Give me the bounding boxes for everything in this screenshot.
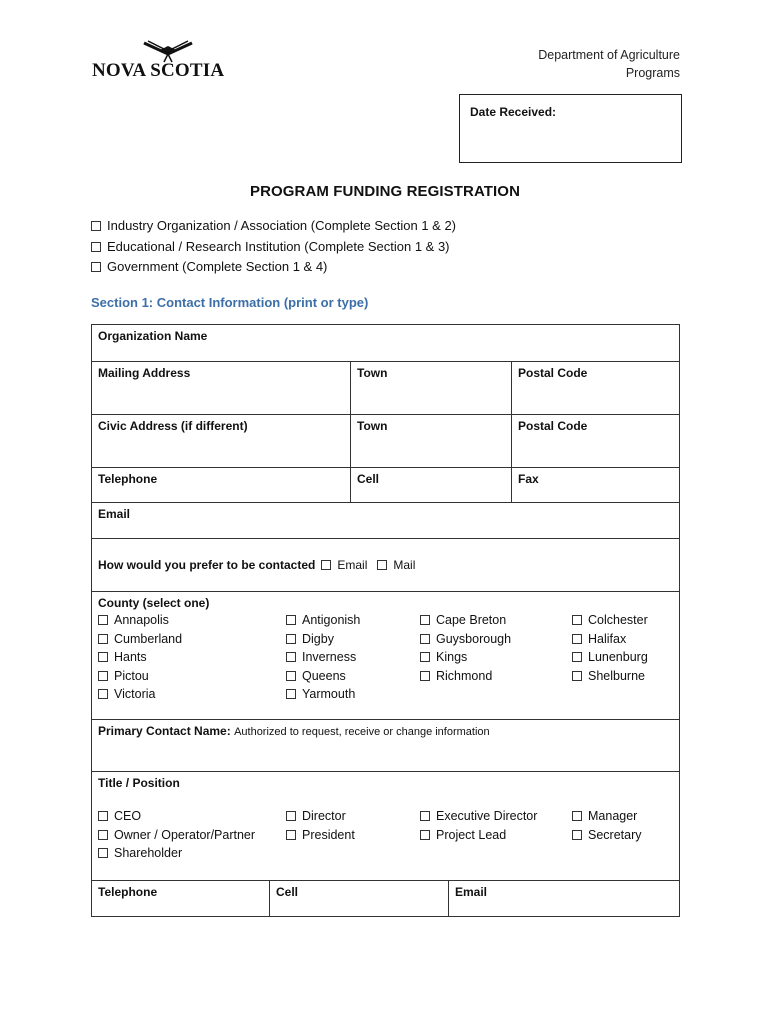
field-label: Postal Code [518, 366, 588, 380]
checkbox-icon[interactable] [98, 615, 108, 625]
county-option[interactable] [98, 611, 286, 630]
mailing-address-field[interactable] [92, 362, 350, 414]
fax-field[interactable] [511, 468, 679, 502]
county-option[interactable] [98, 685, 286, 704]
field-label: Town [357, 419, 388, 433]
checkbox-icon[interactable] [286, 634, 296, 644]
position-option[interactable] [572, 807, 673, 826]
department-subtitle: Programs [625, 66, 680, 80]
page-title: PROGRAM FUNDING REGISTRATION [249, 183, 521, 200]
county-section [92, 592, 679, 719]
position-option[interactable] [286, 807, 420, 826]
checkbox-icon[interactable] [286, 830, 296, 840]
org-type-label: Government (Complete Section 1 & 4) [107, 259, 328, 274]
checkbox-icon[interactable] [420, 634, 430, 644]
field-label: Mailing Address [98, 366, 191, 380]
contact-telephone-field[interactable] [92, 881, 269, 916]
county-options [98, 611, 673, 704]
date-received-box[interactable] [459, 94, 682, 163]
option-label: Mail [393, 558, 416, 572]
contact-pref-email[interactable] [321, 558, 367, 572]
org-type-government[interactable] [91, 257, 456, 278]
checkbox-icon[interactable] [98, 811, 108, 821]
county-name: Hants [114, 650, 147, 664]
position-name: Shareholder [114, 846, 183, 860]
civic-address-field[interactable] [92, 415, 350, 467]
checkbox-icon[interactable] [572, 652, 582, 662]
org-type-label: Industry Organization / Association (Complete Section 1 & 2) [107, 218, 457, 233]
position-options [98, 807, 673, 863]
position-name: Executive Director [436, 809, 538, 823]
contact-preference-row [92, 539, 679, 591]
county-option[interactable] [286, 685, 420, 704]
checkbox-icon[interactable] [98, 830, 108, 840]
county-name: Antigonish [302, 613, 361, 627]
field-label: Email [455, 885, 488, 899]
field-label: Town [357, 366, 388, 380]
checkbox-icon[interactable] [98, 634, 108, 644]
county-option[interactable] [572, 630, 673, 649]
checkbox-icon[interactable] [98, 689, 108, 699]
county-name: Cumberland [114, 631, 183, 646]
county-name: Inverness [302, 650, 357, 664]
checkbox-icon[interactable] [572, 811, 582, 821]
county-name: Colchester [588, 613, 648, 627]
checkbox-icon[interactable] [98, 671, 108, 681]
position-name: CEO [114, 809, 142, 823]
county-option[interactable] [98, 667, 286, 686]
field-label: Cell [357, 472, 380, 486]
section-1-heading: Section 1: Contact Information (print or type) [91, 295, 369, 310]
field-label: Cell [276, 885, 299, 899]
checkbox-icon[interactable] [420, 652, 430, 662]
checkbox-icon[interactable] [420, 615, 430, 625]
field-label: Postal Code [518, 419, 588, 433]
field-label: Telephone [98, 472, 158, 486]
county-option[interactable] [286, 667, 420, 686]
county-option[interactable] [286, 611, 420, 630]
position-name: Project Lead [436, 827, 507, 842]
checkbox-icon[interactable] [420, 811, 430, 821]
checkbox-icon[interactable] [572, 671, 582, 681]
field-label: Email [98, 507, 131, 521]
county-name: Kings [436, 650, 468, 664]
date-received-label: Date Received: [470, 105, 557, 119]
position-option[interactable] [286, 826, 420, 845]
contact-email-field[interactable] [448, 881, 679, 916]
telephone-field[interactable] [92, 468, 350, 502]
county-option[interactable] [420, 611, 572, 630]
position-option[interactable] [572, 826, 673, 845]
option-label: Email [337, 558, 368, 572]
county-option[interactable] [286, 648, 420, 667]
county-option[interactable] [98, 630, 286, 649]
checkbox-icon[interactable] [98, 848, 108, 858]
county-name: Digby [302, 631, 334, 646]
county-name: Pictou [114, 668, 149, 683]
checkbox-icon[interactable] [286, 671, 296, 681]
county-name: Guysborough [436, 631, 512, 646]
county-option[interactable] [572, 611, 673, 630]
field-label: Fax [518, 472, 539, 486]
county-name: Annapolis [114, 613, 169, 627]
organization-name-field[interactable] [92, 325, 679, 361]
county-name: Richmond [436, 668, 493, 683]
civic-town-field[interactable] [350, 415, 511, 467]
checkbox-icon[interactable] [286, 811, 296, 821]
org-type-industry[interactable] [91, 216, 456, 237]
checkbox-icon[interactable] [286, 689, 296, 699]
checkbox-icon[interactable] [321, 560, 331, 570]
checkbox-icon[interactable] [377, 560, 387, 570]
primary-contact-label: Primary Contact Name: [98, 724, 231, 738]
email-field[interactable] [92, 503, 679, 538]
position-name: Director [302, 809, 346, 823]
county-option[interactable] [572, 648, 673, 667]
org-type-label: Educational / Research Institution (Complete Section 1 & 3) [107, 238, 450, 254]
county-option[interactable] [420, 630, 572, 649]
checkbox-icon[interactable] [91, 262, 101, 272]
mailing-town-field[interactable] [350, 362, 511, 414]
contact-information-form [91, 324, 680, 917]
checkbox-icon[interactable] [420, 671, 430, 681]
checkbox-icon[interactable] [286, 615, 296, 625]
cell-field[interactable] [350, 468, 511, 502]
primary-contact-note: Authorized to request, receive or change information [234, 726, 490, 738]
contact-preference-label: How would you prefer to be contacted [98, 558, 316, 572]
field-label: Telephone [98, 885, 158, 899]
position-option[interactable] [98, 844, 286, 863]
checkbox-icon[interactable] [286, 652, 296, 662]
department-name: Department of Agriculture [538, 48, 680, 62]
county-name: Shelburne [588, 668, 645, 683]
position-name: Owner / Operator/Partner [114, 827, 256, 842]
checkbox-icon[interactable] [420, 830, 430, 840]
county-name: Victoria [114, 687, 156, 701]
org-type-educational[interactable] [91, 237, 456, 258]
county-name: Cape Breton [436, 613, 507, 627]
checkbox-icon[interactable] [572, 830, 582, 840]
county-option[interactable] [420, 667, 572, 686]
position-option[interactable] [98, 826, 286, 845]
position-option[interactable] [420, 807, 572, 826]
county-name: Queens [302, 668, 346, 683]
title-position-label: Title / Position [98, 776, 180, 790]
county-option[interactable] [98, 648, 286, 667]
county-option[interactable] [286, 630, 420, 649]
checkbox-icon[interactable] [572, 615, 582, 625]
logo-wordmark: NOVA SCOTIA [92, 60, 225, 81]
position-name: Secretary [588, 827, 642, 842]
county-option[interactable] [572, 667, 673, 686]
county-option[interactable] [420, 648, 572, 667]
field-label: Civic Address (if different) [98, 419, 248, 433]
position-option[interactable] [420, 826, 572, 845]
nova-scotia-logo [92, 40, 247, 82]
position-option[interactable] [98, 807, 286, 826]
primary-contact-field[interactable] [92, 720, 679, 771]
checkbox-icon[interactable] [91, 221, 101, 231]
county-label: County (select one) [98, 596, 210, 610]
contact-pref-mail[interactable] [377, 558, 415, 572]
county-name: Yarmouth [302, 687, 356, 701]
department-block [538, 46, 680, 82]
checkbox-icon[interactable] [572, 634, 582, 644]
civic-postal-code-field[interactable] [511, 415, 679, 467]
position-name: Manager [588, 809, 638, 823]
county-name: Halifax [588, 631, 627, 646]
contact-cell-field[interactable] [269, 881, 448, 916]
county-name: Lunenburg [588, 650, 648, 664]
field-label: Organization Name [98, 329, 208, 343]
checkbox-icon[interactable] [91, 242, 101, 252]
position-name: President [302, 827, 355, 842]
organization-type-list [91, 216, 456, 278]
checkbox-icon[interactable] [98, 652, 108, 662]
title-position-section [92, 772, 679, 880]
mailing-postal-code-field[interactable] [511, 362, 679, 414]
